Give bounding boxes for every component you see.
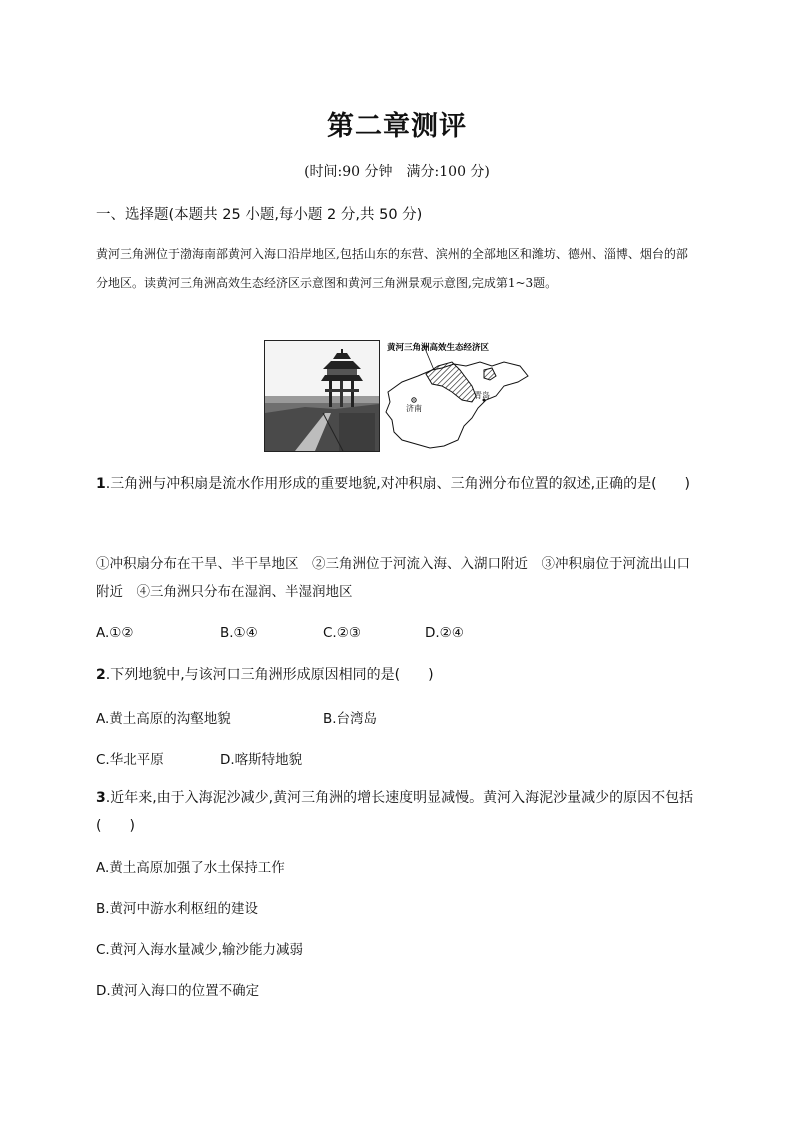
page-title: 第二章测评 <box>327 111 467 142</box>
option-1b[interactable]: B.①④ <box>220 625 258 641</box>
option-1d[interactable]: D.②④ <box>425 625 464 641</box>
option-2d[interactable]: D.喀斯特地貌 <box>220 752 303 768</box>
pavilion-illustration <box>265 341 379 451</box>
question-1-statements: ①冲积扇分布在干旱、半干旱地区 ②三角洲位于河流入海、入湖口附近 ③冲积扇位于河流出山口附近 ④三角洲只分布在湿润、半湿润地区 <box>96 556 690 600</box>
city-label-jinan: 济南 <box>406 404 422 413</box>
option-3b[interactable]: B.黄河中游水利枢纽的建设 <box>96 901 259 917</box>
city-label-qingdao: 青岛 <box>474 391 490 400</box>
map-title-label: 黄河三角洲高效生态经济区 <box>387 343 490 353</box>
intro-paragraph: 黄河三角洲位于渤海南部黄河入海口沿岸地区,包括山东的东营、滨州的全部地区和潍坊、德州、淄博、烟台的部分地区。读黄河三角洲高效生态经济区示意图和黄河三角洲景观示意图,完成第1~3题。 <box>96 247 688 290</box>
question-3-number: 3 <box>96 790 106 806</box>
question-3-text: .近年来,由于入海泥沙减少,黄河三角洲的增长速度明显减慢。黄河入海泥沙量减少的原因不包括( ) <box>96 790 694 834</box>
option-1c[interactable]: C.②③ <box>323 625 361 641</box>
option-2a[interactable]: A.黄土高原的沟壑地貌 <box>96 711 231 727</box>
option-1a[interactable]: A.①② <box>96 625 134 641</box>
question-1-text: .三角洲与冲积扇是流水作用形成的重要地貌,对冲积扇、三角洲分布位置的叙述,正确的是( ) <box>105 476 691 492</box>
region-map <box>380 340 530 452</box>
exam-info: (时间:90 分钟 满分:100 分) <box>304 164 490 180</box>
option-3a[interactable]: A.黄土高原加强了水土保持工作 <box>96 860 285 876</box>
option-3d[interactable]: D.黄河入海口的位置不确定 <box>96 983 260 999</box>
question-1-number: 1 <box>96 476 106 492</box>
question-1-stem <box>96 470 696 498</box>
question-2-number: 2 <box>96 667 106 683</box>
shandong-map <box>380 340 530 452</box>
option-2c[interactable]: C.华北平原 <box>96 752 164 768</box>
option-3c[interactable]: C.黄河入海水量减少,输沙能力减弱 <box>96 942 304 958</box>
question-3-stem <box>96 784 696 840</box>
question-2-stem <box>96 661 696 689</box>
landscape-photo <box>264 340 380 452</box>
option-2b[interactable]: B.台湾岛 <box>323 711 378 727</box>
section-heading: 一、选择题(本题共 25 小题,每小题 2 分,共 50 分) <box>96 207 423 223</box>
question-2-text: .下列地貌中,与该河口三角洲形成原因相同的是( ) <box>105 667 434 683</box>
